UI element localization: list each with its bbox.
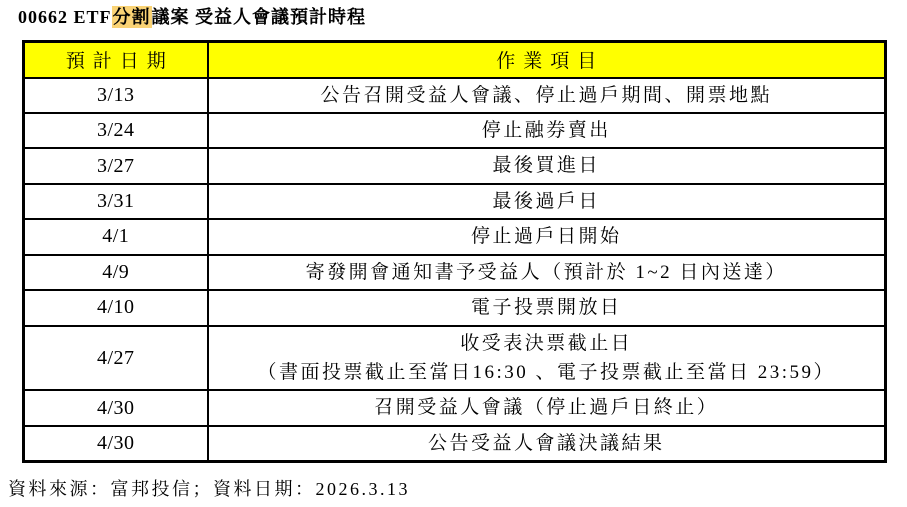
- item-cell: 公告召開受益人會議、停止過戶期間、開票地點: [208, 78, 886, 113]
- title-highlight: 分割: [112, 7, 151, 27]
- item-cell: 最後過戶日: [208, 184, 886, 219]
- item-cell: 召開受益人會議（停止過戶日終止）: [208, 390, 886, 425]
- table-row: [24, 290, 886, 325]
- table-row: [24, 426, 886, 462]
- schedule-table: [22, 40, 887, 463]
- table-row: [24, 113, 886, 148]
- item-cell: 電子投票開放日: [208, 290, 886, 325]
- table-row: [24, 184, 886, 219]
- date-cell: 4/30: [24, 426, 208, 462]
- title-suffix: 議案 受益人會議預計時程: [151, 7, 367, 27]
- table-header-row: [24, 42, 886, 78]
- source-note: 資料來源：富邦投信；資料日期：2026.3.13: [8, 479, 410, 499]
- date-cell: 4/1: [24, 219, 208, 254]
- date-cell: 3/27: [24, 148, 208, 183]
- page-title: [18, 3, 366, 29]
- date-cell: 4/30: [24, 390, 208, 425]
- item-cell: 最後買進日: [208, 148, 886, 183]
- item-cell: 停止融券賣出: [208, 113, 886, 148]
- table-row: [24, 390, 886, 425]
- header-date: 預計日期: [24, 42, 208, 78]
- item-cell: 寄發開會通知書予受益人（預計於 1~2 日內送達）: [208, 255, 886, 290]
- table-row: [24, 78, 886, 113]
- title-prefix: 00662 ETF: [18, 7, 112, 27]
- table-row: [24, 255, 886, 290]
- table-row: [24, 148, 886, 183]
- date-cell: 4/10: [24, 290, 208, 325]
- table-row: [24, 219, 886, 254]
- date-cell: 4/9: [24, 255, 208, 290]
- item-cell: 停止過戶日開始: [208, 219, 886, 254]
- table-row: [24, 326, 886, 391]
- date-cell: 3/31: [24, 184, 208, 219]
- item-cell: 公告受益人會議決議結果: [208, 426, 886, 462]
- date-cell: 3/24: [24, 113, 208, 148]
- date-cell: 3/13: [24, 78, 208, 113]
- header-item: 作業項目: [208, 42, 886, 78]
- schedule-table-body: [24, 78, 886, 462]
- date-cell: 4/27: [24, 326, 208, 391]
- item-cell: 收受表決票截止日 （書面投票截止至當日16:30 、電子投票截止至當日 23:59）: [208, 326, 886, 391]
